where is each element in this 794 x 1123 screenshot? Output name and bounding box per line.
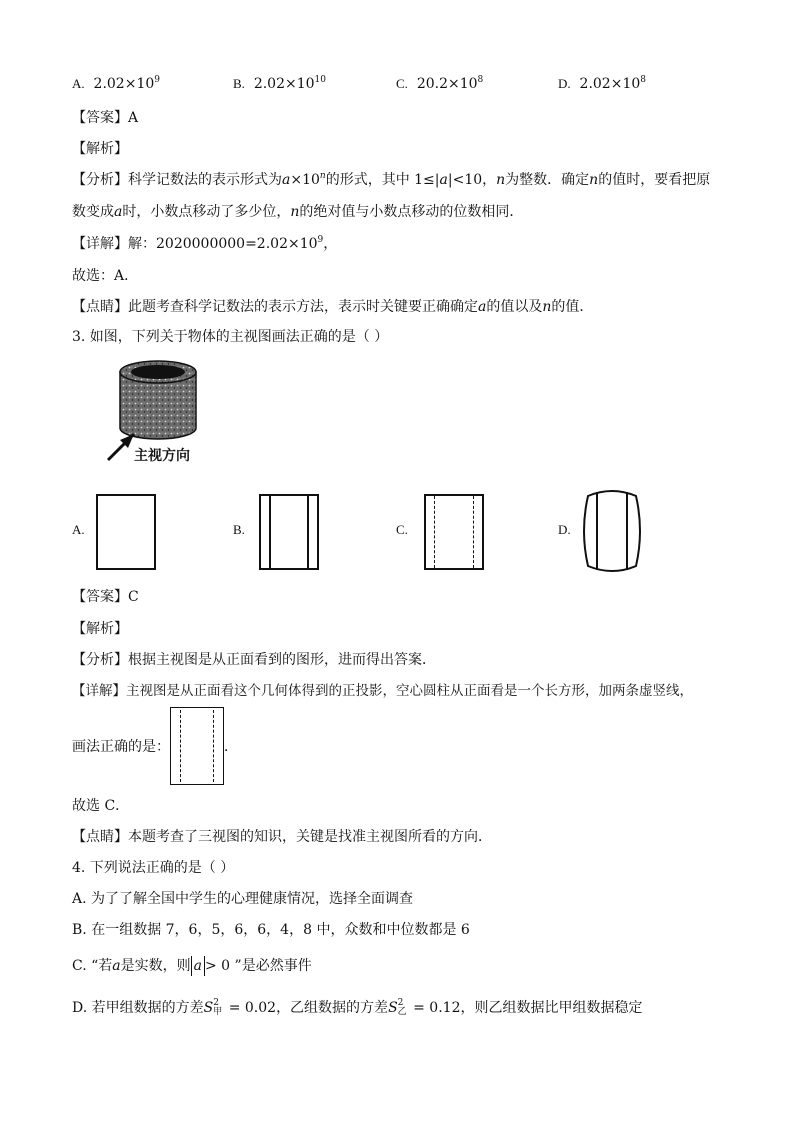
q2-choose: 故选：A． — [72, 268, 139, 284]
q2-xiangjie: 【详解】解：$2020000000=2.02\times 10^9$， — [72, 235, 338, 252]
q3-fenxi: 【分析】根据主视图是从正面看到的图形，进而得出答案． — [72, 652, 436, 668]
q2-option-d: D. $2.02\times 10^8$ — [558, 75, 646, 92]
q3-option-c-figure — [424, 494, 484, 570]
dashed-line — [213, 710, 214, 782]
q4-stem: 4. 下列说法正确的是（ ） — [72, 860, 235, 876]
q3-stem: 3. 如图，下列关于物体的主视图画法正确的是（ ） — [72, 329, 389, 345]
q2-answer: 【答案】A — [72, 110, 139, 126]
q3-option-d-label: D. — [558, 522, 571, 537]
q3-option-d-figure — [582, 488, 642, 574]
dashed-line — [180, 710, 181, 782]
q3-answer: 【答案】C — [72, 589, 139, 605]
q2-fenxi-line2: 数变成a时，小数点移动了多少位，n的绝对值与小数点移动的位数相同． — [72, 204, 524, 220]
q3-dianjing: 【点睛】本题考查了三视图的知识，关键是找准主视图所看的方向． — [72, 829, 492, 845]
q4-option-d: D. 若甲组数据的方差S 2 甲 = 0.02，乙组数据的方差S 2 乙 = 0.12，则乙组数据比甲组数据稳定 — [72, 998, 643, 1017]
q4-option-c: C. “若a是实数，则 a > 0 ”是必然事件 — [72, 958, 312, 974]
q4-option-b: B. 在一组数据 7，6，5，6，6，4，8 中，众数和中位数都是 6 — [72, 922, 470, 938]
q3-xiangjie: 【详解】主视图是从正面看这个几何体得到的正投影，空心圆柱从正面看是一个长方形，加两条虚竖线， — [72, 683, 693, 699]
q3-option-b-label: B. — [233, 522, 245, 537]
q2-option-b: B. $2.02\times 10^{10}$ — [233, 75, 326, 92]
q3-analysis-heading: 【解析】 — [72, 621, 128, 637]
q3-option-c-label: C. — [396, 522, 408, 537]
solid-line — [307, 496, 309, 568]
q2-fenxi-line1: 【分析】科学记数法的表示形式为$a\times 10^n$的形式，其中 1≤|a|<10，n为整数．确定n的值时，要看把原 — [72, 171, 711, 188]
dashed-line — [473, 496, 474, 568]
view-direction-label: 主视方向 — [134, 448, 190, 464]
q2-dianjing: 【点睛】此题考查科学记数法的表示方法，表示时关键要正确确定a的值以及n的值． — [72, 299, 594, 315]
q3-option-a-figure — [96, 494, 156, 570]
q4-option-a: A. 为了了解全国中学生的心理健康情况，选择全面调查 — [72, 891, 414, 907]
q2-option-a: A. $2.02\times 10^9$ — [72, 75, 160, 92]
q2-option-c: C. $20.2\times 10^8$ — [396, 75, 484, 92]
solid-line — [269, 496, 271, 568]
q2-analysis-heading: 【解析】 — [72, 141, 128, 157]
dashed-line — [434, 496, 435, 568]
q3-option-a-label: A. — [72, 522, 85, 537]
q3-option-b-figure — [259, 494, 319, 570]
q3-choose: 故选 C． — [72, 798, 130, 814]
correct-view-figure — [170, 707, 224, 785]
q3-xiangjie-line2: 画法正确的是： ． — [72, 706, 238, 786]
